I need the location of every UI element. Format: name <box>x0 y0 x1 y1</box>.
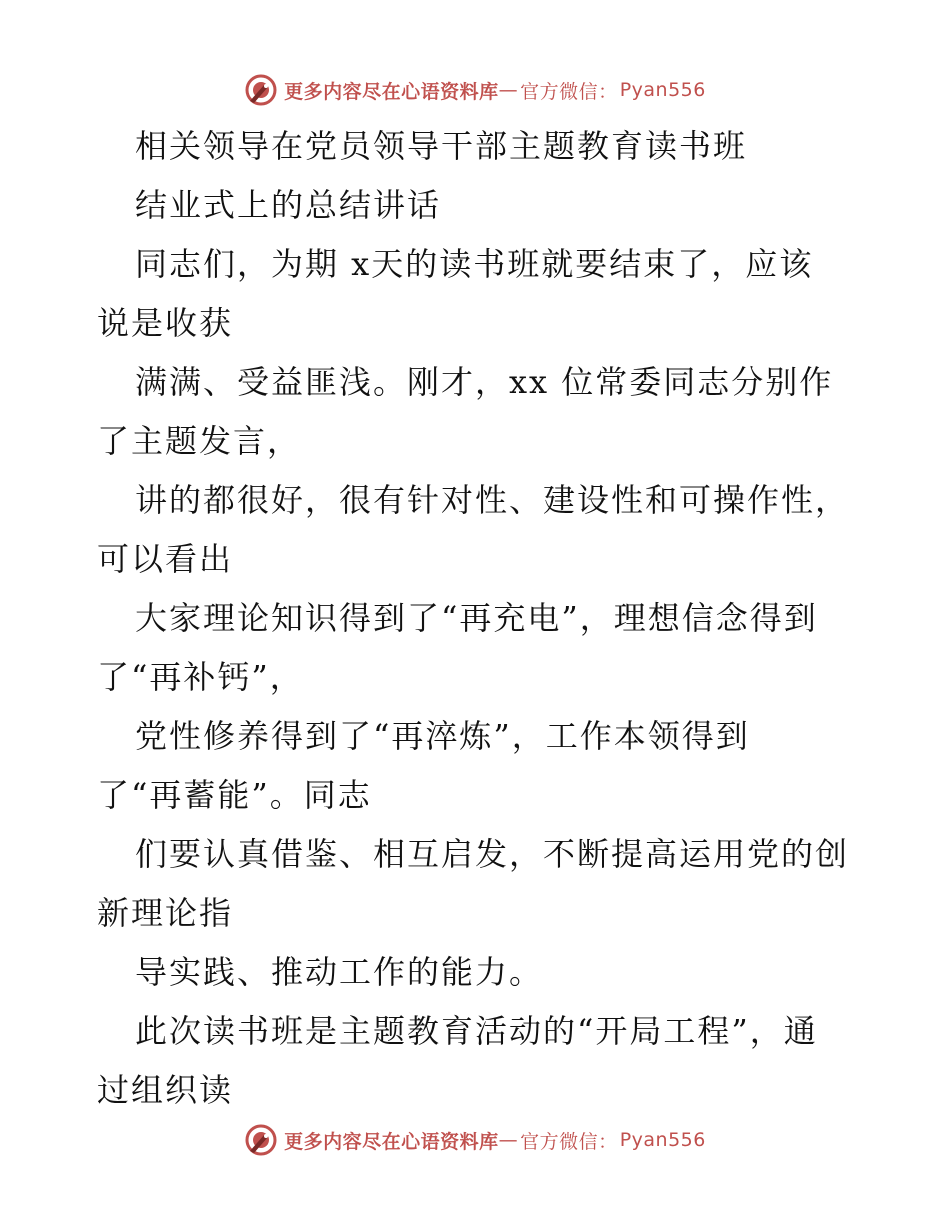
text-line: 相关领导在党员领导干部主题教育读书班 <box>135 127 748 165</box>
text-line: 结业式上的总结讲话 <box>135 186 442 224</box>
footer-watermark <box>0 1120 950 1160</box>
text-line: 过组织读 <box>97 1071 234 1109</box>
watermark-separator: — <box>498 1129 519 1151</box>
text-line: 讲的都很好，很有针对性、建设性和可操作性， <box>135 481 850 519</box>
text-line: 同志们，为期 x天的读书班就要结束了，应该 <box>135 245 814 283</box>
text-line: 新理论指 <box>97 894 234 932</box>
watermark-brand: 更多内容尽在心语资料库 <box>284 80 499 103</box>
watermark-label: 官方微信： <box>520 80 618 103</box>
text-line: 大家理论知识得到了“再充电”，理想信念得到 <box>135 599 818 637</box>
text-line: 满满、受益匪浅。刚才，xx 位常委同志分别作 <box>135 363 834 401</box>
text-line: 此次读书班是主题教育活动的“开局工程”，通 <box>135 1012 818 1050</box>
watermark-label: 官方微信： <box>520 1130 618 1153</box>
text-line: 可以看出 <box>97 540 234 578</box>
watermark-wechat-id: Pyan556 <box>619 1129 706 1151</box>
text-line: 导实践、推动工作的能力。 <box>135 953 544 991</box>
text-line: 了“再补钙”， <box>97 658 304 696</box>
watermark-wechat-id: Pyan556 <box>619 79 706 101</box>
header-watermark <box>0 70 950 110</box>
watermark-brand: 更多内容尽在心语资料库 <box>284 1130 499 1153</box>
text-line: 们要认真借鉴、相互启发，不断提高运用党的创 <box>135 835 850 873</box>
text-line: 了主题发言， <box>97 422 302 460</box>
watermark-separator: — <box>498 79 519 101</box>
pen-nib-circle-icon <box>244 73 278 107</box>
text-line: 党性修养得到了“再淬炼”，工作本领得到 <box>135 717 750 755</box>
pen-nib-circle-icon <box>244 1123 278 1157</box>
text-line: 了“再蓄能”。同志 <box>97 776 372 814</box>
text-line: 说是收获 <box>97 304 234 342</box>
